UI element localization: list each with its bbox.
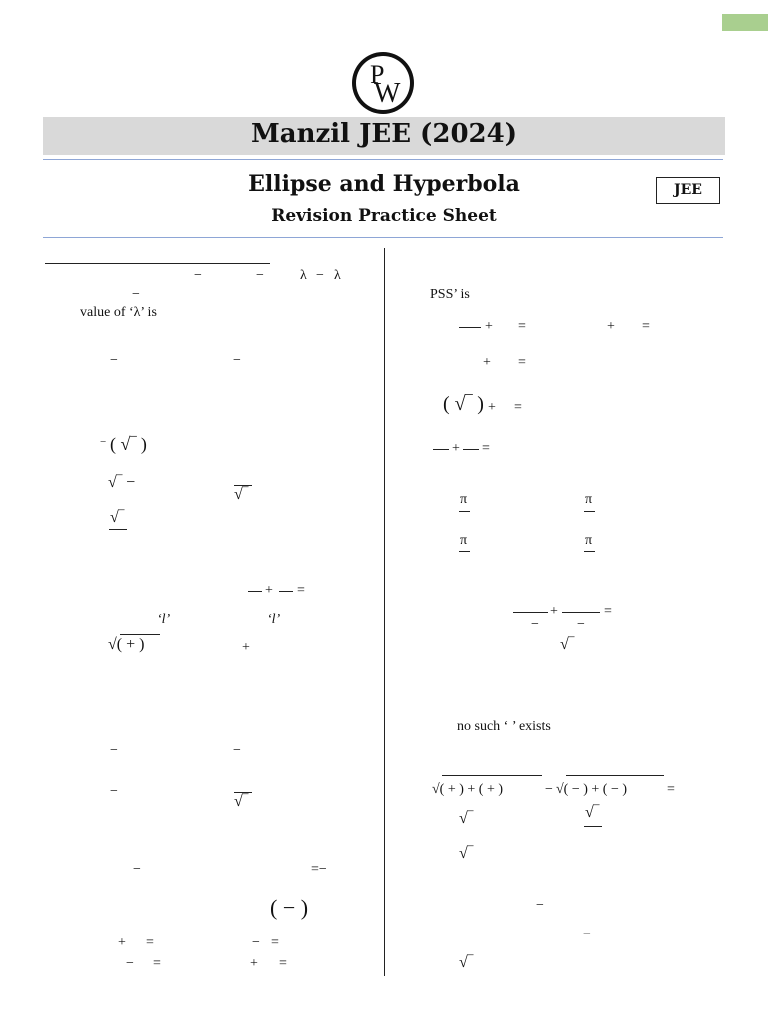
logo-letter-w: W bbox=[374, 78, 401, 109]
q6-opt-a-bar bbox=[459, 511, 470, 512]
divider-top bbox=[43, 159, 723, 160]
q9-opt-b: √‾ bbox=[585, 804, 600, 821]
q5-opt-d1: + bbox=[488, 400, 496, 415]
q3-opt-a: − bbox=[110, 743, 118, 758]
q5-opt-d-paren: ( √‾ ) bbox=[443, 393, 484, 415]
q10-minus-1: − bbox=[536, 898, 544, 913]
divider-bottom bbox=[43, 237, 723, 238]
q1-op-5: λ bbox=[334, 268, 341, 283]
title-band bbox=[43, 117, 725, 155]
q2-eq: = bbox=[297, 583, 305, 598]
q4-opt-c1: − bbox=[126, 956, 134, 971]
q4-opt-a2: = bbox=[146, 935, 154, 950]
q3-opt-b: − bbox=[233, 743, 241, 758]
q7-frac-1 bbox=[513, 612, 548, 613]
q9-eq: = bbox=[667, 782, 675, 797]
subject-heading: Ellipse and Hyperbola bbox=[248, 171, 520, 197]
q6-opt-c: π bbox=[460, 533, 468, 548]
q1-opt-a: − bbox=[110, 353, 118, 368]
exam-badge: JEE bbox=[656, 177, 720, 204]
q3-opt-d: √‾ bbox=[234, 793, 249, 810]
pw-logo bbox=[352, 52, 414, 114]
q9-expr1-bar bbox=[442, 775, 542, 776]
q5-opt-e-frac-2 bbox=[463, 449, 479, 450]
q9-minus: − bbox=[545, 782, 553, 797]
q4-eq: =− bbox=[311, 862, 327, 877]
q9-expr2-bar bbox=[566, 775, 664, 776]
q6-opt-a: π bbox=[460, 492, 468, 507]
q1-opt-e: √‾ bbox=[110, 509, 125, 526]
q2-l1: ‘l’ bbox=[157, 612, 171, 627]
q4-opt-b2: = bbox=[271, 935, 279, 950]
q9-opt-a: √‾ bbox=[459, 810, 474, 827]
q1-opt-c-paren: ( √‾ ) bbox=[110, 434, 147, 454]
corner-tab bbox=[722, 14, 768, 31]
q9-expr1: √( + ) + ( + ) bbox=[432, 782, 504, 797]
q1-text: value of ‘λ’ is bbox=[80, 305, 157, 320]
q5-opt-d2: = bbox=[514, 400, 522, 415]
q5-opt-b1: + bbox=[607, 319, 615, 334]
q2-l2: ‘l’ bbox=[267, 612, 281, 627]
q2-opt-b: + bbox=[242, 640, 250, 655]
q1-opt-e-bar bbox=[109, 529, 127, 530]
q1-op-1: − bbox=[194, 268, 202, 283]
logo-letter-p: P bbox=[370, 60, 385, 89]
q4-opt-a1: + bbox=[118, 935, 126, 950]
q1-opt-d1: √‾ − bbox=[108, 474, 136, 491]
q5-text: PSS’ is bbox=[430, 287, 470, 302]
q10-minus-2: − bbox=[583, 927, 591, 942]
q5-opt-e-frac-1 bbox=[433, 449, 449, 450]
q1-sub: − bbox=[132, 287, 140, 302]
q7-plus: + bbox=[550, 604, 558, 619]
q4-opt-d1: + bbox=[250, 956, 258, 971]
q4-minus: − bbox=[133, 862, 141, 877]
question-rule bbox=[45, 263, 270, 264]
q7-m2: − bbox=[577, 617, 585, 632]
q1-op-4: − bbox=[316, 268, 324, 283]
q6-opt-c-bar bbox=[459, 551, 470, 552]
q8-text: no such ‘ ’ exists bbox=[457, 719, 551, 734]
q7-m1: − bbox=[531, 617, 539, 632]
q2-frac-1 bbox=[248, 591, 262, 592]
q3-opt-c: − bbox=[110, 784, 118, 799]
q10-root: √‾ bbox=[459, 954, 474, 971]
q5-opt-a2: = bbox=[518, 319, 526, 334]
subtitle-heading: Revision Practice Sheet bbox=[271, 206, 497, 226]
q9-expr2: √( − ) + ( − ) bbox=[556, 782, 628, 797]
q4-opt-c2: = bbox=[153, 956, 161, 971]
q6-opt-d-bar bbox=[584, 551, 595, 552]
q4-opt-b1: − bbox=[252, 935, 260, 950]
column-divider bbox=[384, 248, 385, 976]
q6-opt-d: π bbox=[585, 533, 593, 548]
q5-opt-a-frac bbox=[459, 327, 481, 328]
q5-opt-b2: = bbox=[642, 319, 650, 334]
q7-eq: = bbox=[604, 604, 612, 619]
q4-paren: ( − ) bbox=[270, 895, 309, 920]
page-title: Manzil JEE (2024) bbox=[250, 119, 518, 149]
q9-opt-c: √‾ bbox=[459, 845, 474, 862]
q4-opt-d2: = bbox=[279, 956, 287, 971]
q1-op-3: λ bbox=[300, 268, 307, 283]
q5-opt-a1: + bbox=[485, 319, 493, 334]
q1-opt-d2: √‾ bbox=[234, 486, 249, 503]
q2-opt-a: √( + ) bbox=[108, 636, 145, 653]
q1-opt-b: − bbox=[233, 353, 241, 368]
q6-opt-b: π bbox=[585, 492, 593, 507]
q2-plus: + bbox=[265, 583, 273, 598]
q9-opt-b-bar bbox=[584, 826, 602, 827]
q1-op-2: − bbox=[256, 268, 264, 283]
q6-opt-b-bar bbox=[584, 511, 595, 512]
q7-frac-2 bbox=[562, 612, 600, 613]
q5-opt-e-eq: = bbox=[482, 441, 490, 456]
q2-frac-2 bbox=[279, 591, 293, 592]
q7-root: √‾ bbox=[560, 636, 575, 653]
q5-opt-e: + bbox=[452, 441, 460, 456]
q1-opt-c-minus: − bbox=[100, 436, 107, 448]
q5-opt-c2: = bbox=[518, 355, 526, 370]
q5-opt-c1: + bbox=[483, 355, 491, 370]
q2-opt-a-bar bbox=[120, 634, 160, 635]
